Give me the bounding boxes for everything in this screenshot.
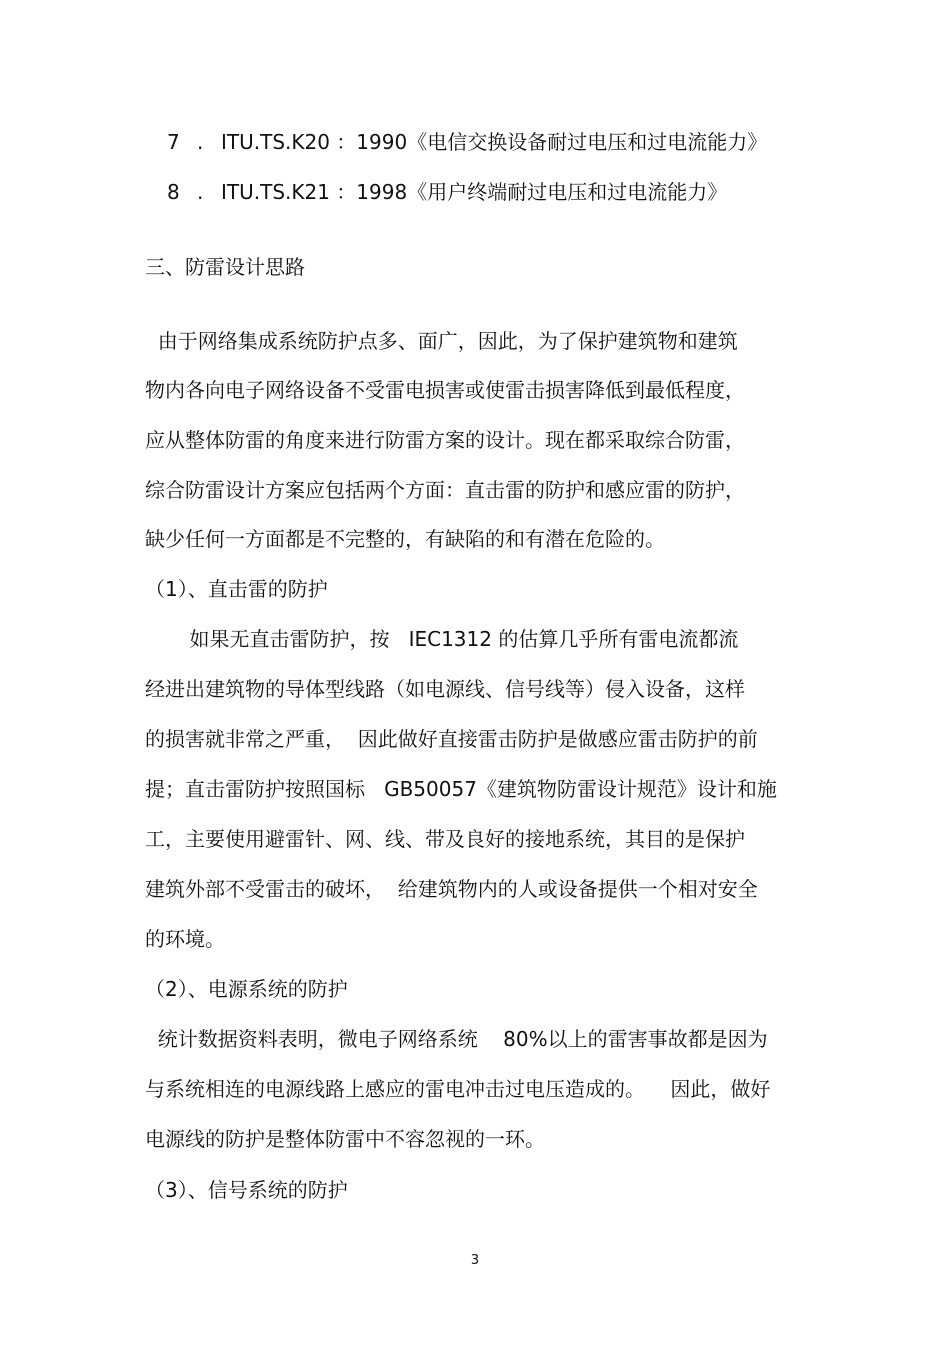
paragraph-line: 提；直击雷防护按照国标 GB50057《建筑物防雷设计规范》设计和施 xyxy=(145,777,777,801)
reference-text: ITU.TS.K21 ：1998《用户终端耐过电压和过电流能力》 xyxy=(221,180,728,204)
paragraph-line: 经进出建筑物的导体型线路（如电源线、信号线等）侵入设备，这样 xyxy=(145,677,745,701)
reference-number: 7 xyxy=(167,130,180,154)
paragraph-line: 物内各向电子网络设备不受雷电损害或使雷击损害降低到最低程度， xyxy=(145,378,745,402)
subsection-heading: （1）、直击雷的防护 xyxy=(145,577,328,601)
paragraph-line: 与系统相连的电源线路上感应的雷电冲击过电压造成的。 因此，做好 xyxy=(145,1077,771,1101)
paragraph-line: 电源线的防护是整体防雷中不容忽视的一环。 xyxy=(145,1127,545,1151)
paragraph-line: 建筑外部不受雷击的破坏， 给建筑物内的人或设备提供一个相对安全 xyxy=(145,877,758,901)
subsection-heading: （2）、电源系统的防护 xyxy=(145,977,348,1001)
section-heading: 三、防雷设计思路 xyxy=(145,255,305,279)
paragraph-line: 缺少任何一方面都是不完整的，有缺陷的和有潜在危险的。 xyxy=(145,527,665,551)
paragraph-line: 综合防雷设计方案应包括两个方面：直击雷的防护和感应雷的防护， xyxy=(145,478,745,502)
page-number: 3 xyxy=(470,1253,480,1268)
paragraph-line: 应从整体防雷的角度来进行防雷方案的设计。现在都采取综合防雷， xyxy=(145,428,745,452)
paragraph-line: 统计数据资料表明，微电子网络系统 80%以上的雷害事故都是因为 xyxy=(145,1027,768,1051)
subsection-heading: （3）、信号系统的防护 xyxy=(145,1178,348,1202)
paragraph-line: 由于网络集成系统防护点多、面广，因此，为了保护建筑物和建筑 xyxy=(145,329,738,353)
reference-text: ITU.TS.K20 ：1990《电信交换设备耐过电压和过电流能力》 xyxy=(221,130,768,154)
paragraph-line: 的环境。 xyxy=(145,927,225,951)
reference-dot: . xyxy=(197,180,204,204)
paragraph-line: 如果无直击雷防护，按 IEC1312 的估算几乎所有雷电流都流 xyxy=(145,627,739,651)
paragraph-line: 的损害就非常之严重， 因此做好直接雷击防护是做感应雷击防护的前 xyxy=(145,727,758,751)
reference-number: 8 xyxy=(167,180,180,204)
paragraph-line: 工，主要使用避雷针、网、线、带及良好的接地系统，其目的是保护 xyxy=(145,827,745,851)
reference-dot: . xyxy=(197,130,204,154)
